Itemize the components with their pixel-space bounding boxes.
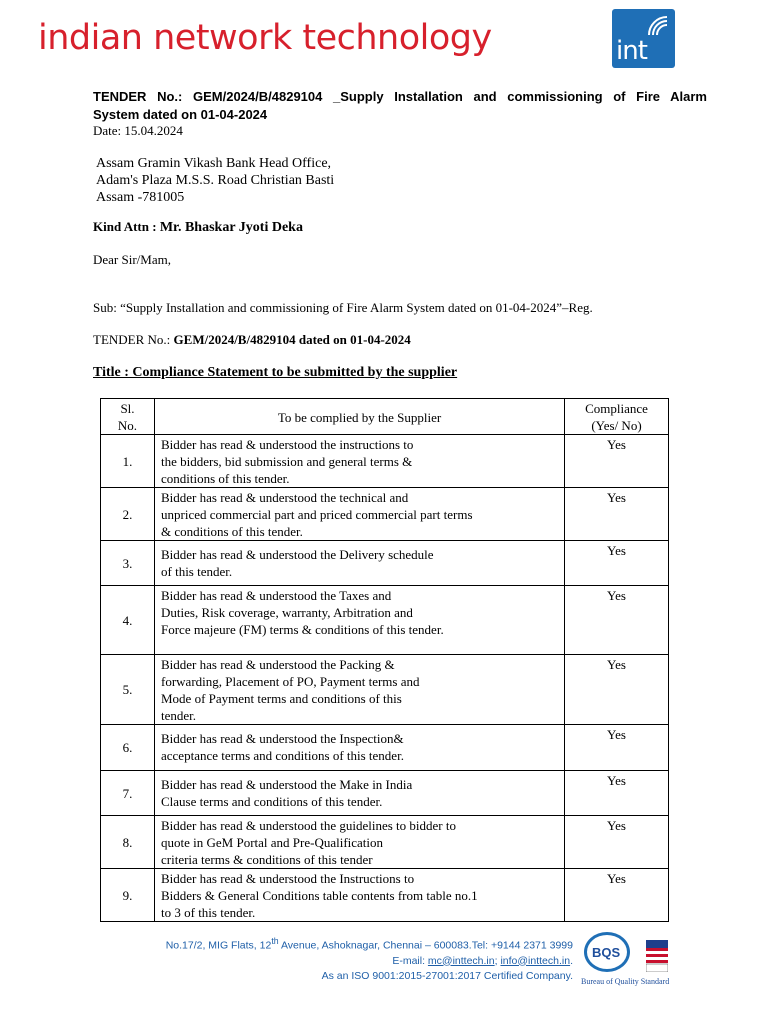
- row-text: [155, 771, 565, 816]
- address-line: Adam's Plaza M.S.S. Road Christian Basti: [96, 173, 335, 188]
- email-end: .: [570, 954, 573, 967]
- row-text-line: Duties, Risk coverage, warranty, Arbitration and: [161, 605, 413, 620]
- table-row: [101, 586, 669, 655]
- footer-contact: [166, 934, 573, 984]
- row-text-line: of this tender.: [161, 564, 233, 579]
- table-header-row: [101, 399, 669, 435]
- row-sl: 2.: [101, 488, 155, 541]
- tender-heading-line1: TENDER No.: GEM/2024/B/4829104 _Supply Installation and commissioning of Fire Alarm: [93, 89, 707, 104]
- row-text-line: unpriced commercial part and priced commercial part terms: [161, 507, 473, 522]
- row-compliance: Yes: [565, 869, 669, 922]
- row-text-line: Bidder has read & understood the Taxes and: [161, 588, 392, 603]
- salutation: Dear Sir/Mam,: [93, 252, 171, 267]
- row-text-line: the bidders, bid submission and general terms &: [161, 454, 413, 469]
- row-sl: 6.: [101, 725, 155, 771]
- header-sl-line2: No.: [117, 417, 138, 433]
- row-compliance: Yes: [565, 725, 669, 771]
- row-text-line: Force majeure (FM) terms & conditions of this tender.: [161, 622, 444, 637]
- table-row: [101, 771, 669, 816]
- email-separator: ;: [494, 954, 501, 967]
- row-text: [155, 816, 565, 869]
- row-sl: 4.: [101, 586, 155, 655]
- row-text-line: tender.: [161, 708, 197, 723]
- compliance-table: [100, 398, 669, 922]
- row-compliance: Yes: [565, 771, 669, 816]
- kind-attention: [93, 219, 303, 236]
- footer-address: [166, 934, 573, 954]
- row-text-line: conditions of this tender.: [161, 471, 290, 486]
- row-text: [155, 586, 565, 655]
- row-text-line: acceptance terms and conditions of this tender.: [161, 748, 404, 763]
- row-text-line: Bidder has read & understood the Inspection&: [161, 731, 404, 746]
- row-text-line: Clause terms and conditions of this tender.: [161, 794, 383, 809]
- letter-date: Date: 15.04.2024: [93, 123, 183, 138]
- row-compliance: Yes: [565, 655, 669, 725]
- row-text: [155, 655, 565, 725]
- row-text: [155, 435, 565, 488]
- tender-number-value: GEM/2024/B/4829104 dated on 01-04-2024: [173, 332, 411, 347]
- header-comp-line1: Compliance: [585, 401, 648, 416]
- tender-heading-line2: System dated on 01-04-2024: [93, 107, 268, 122]
- certification-flag-icon: [646, 940, 668, 972]
- row-text-line: Bidder has read & understood the Make in India: [161, 777, 413, 792]
- footer-address-post: Avenue, Ashoknagar, Chennai – 600083.Tel: +9144 2371 3999: [278, 939, 573, 952]
- email-link-info[interactable]: info@inttech.in: [500, 954, 571, 967]
- table-row: [101, 869, 669, 922]
- table-row: [101, 655, 669, 725]
- recipient-address: [96, 155, 334, 206]
- address-line: Assam -781005: [96, 190, 185, 205]
- row-text-line: Bidder has read & understood the Packing &: [161, 657, 395, 672]
- tender-heading: [93, 88, 707, 124]
- table-row: [101, 541, 669, 586]
- row-text-line: Bidder has read & understood the Delivery schedule: [161, 547, 434, 562]
- subject-line: Sub: “Supply Installation and commissioning of Fire Alarm System dated on 01-04-2024”–Reg.: [93, 300, 593, 315]
- row-text: [155, 725, 565, 771]
- row-text-line: Bidders & General Conditions table contents from table no.1: [161, 888, 478, 903]
- row-compliance: Yes: [565, 488, 669, 541]
- email-label: E-mail:: [392, 954, 428, 967]
- attn-prefix: Kind Attn :: [93, 219, 160, 234]
- row-sl: 9.: [101, 869, 155, 922]
- header-compliance: [565, 399, 669, 435]
- table-row: [101, 725, 669, 771]
- bqs-logo-text: BQS: [592, 945, 621, 960]
- row-compliance: Yes: [565, 435, 669, 488]
- row-text-line: & conditions of this tender.: [161, 524, 303, 539]
- company-brand-name: indian network technology: [38, 18, 492, 58]
- table-row: [101, 435, 669, 488]
- row-text-line: to 3 of this tender.: [161, 905, 256, 920]
- footer-address-pre: No.17/2, MIG Flats, 12: [165, 939, 272, 952]
- header-item: To be complied by the Supplier: [155, 399, 565, 435]
- logo-text: int: [616, 36, 647, 66]
- row-text: [155, 488, 565, 541]
- email-link-mc[interactable]: mc@inttech.in: [427, 954, 495, 967]
- attn-name: Mr. Bhaskar Jyoti Deka: [159, 220, 303, 235]
- page-title: Title : Compliance Statement to be submitted by the supplier: [93, 365, 458, 380]
- row-text-line: Bidder has read & understood the technical and: [161, 490, 409, 505]
- signal-icon: [647, 15, 669, 37]
- row-sl: 8.: [101, 816, 155, 869]
- row-sl: 3.: [101, 541, 155, 586]
- bqs-caption: Bureau of Quality Standard: [581, 977, 670, 986]
- header-sl: [101, 399, 155, 435]
- row-sl: 7.: [101, 771, 155, 816]
- table-row: [101, 816, 669, 869]
- row-text: [155, 869, 565, 922]
- row-compliance: Yes: [565, 541, 669, 586]
- row-text-line: Bidder has read & understood the instructions to: [161, 437, 414, 452]
- header-sl-line1: Sl.: [120, 400, 135, 416]
- row-text-line: Bidder has read & understood the guidelines to bidder to: [161, 818, 456, 833]
- row-sl: 5.: [101, 655, 155, 725]
- row-text-line: Mode of Payment terms and conditions of this: [161, 691, 402, 706]
- int-logo: [612, 9, 675, 68]
- row-compliance: Yes: [565, 816, 669, 869]
- address-line: Assam Gramin Vikash Bank Head Office,: [96, 156, 332, 171]
- tender-number: [93, 332, 411, 348]
- row-text: [155, 541, 565, 586]
- row-text-line: forwarding, Placement of PO, Payment terms and: [161, 674, 420, 689]
- header-comp-line2: (Yes/ No): [591, 418, 642, 433]
- row-compliance: Yes: [565, 586, 669, 655]
- row-text-line: quote in GeM Portal and Pre-Qualification: [161, 835, 384, 850]
- table-row: [101, 488, 669, 541]
- row-text-line: criteria terms & conditions of this tender: [161, 852, 373, 867]
- footer-email: [166, 954, 573, 969]
- bqs-logo: [584, 932, 630, 972]
- footer-iso: As an ISO 9001:2015-27001:2017 Certified Company.: [321, 969, 573, 982]
- tender-number-label: TENDER No.:: [93, 332, 174, 347]
- row-sl: 1.: [101, 435, 155, 488]
- row-text-line: Bidder has read & understood the Instructions to: [161, 871, 415, 886]
- footer-address-sup: th: [271, 936, 279, 946]
